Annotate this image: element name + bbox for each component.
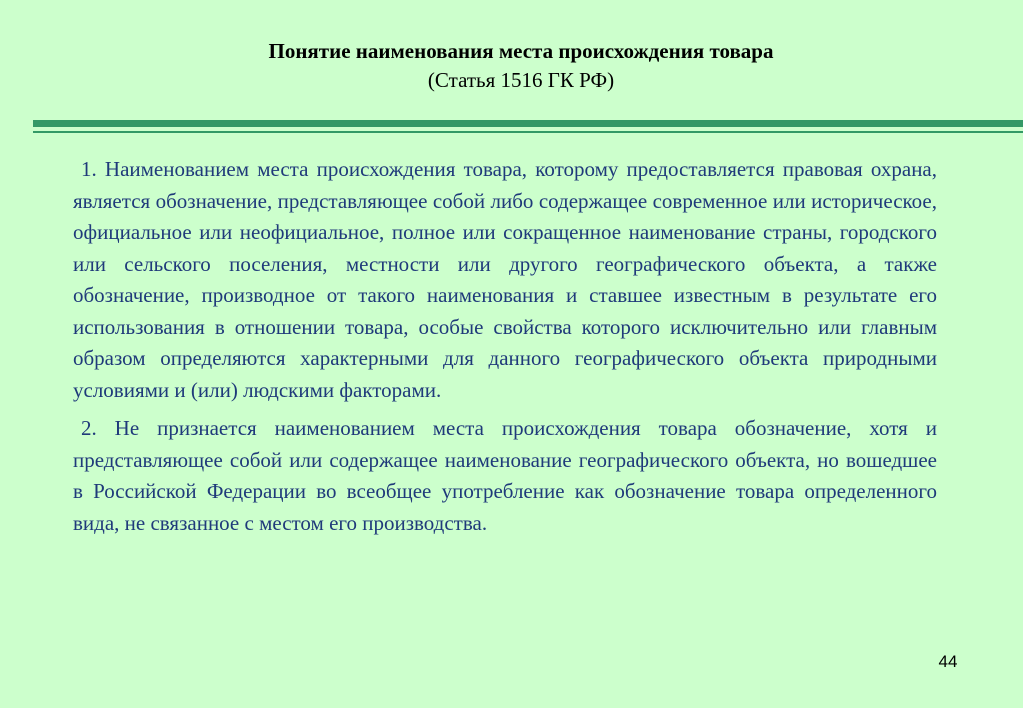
slide-title: Понятие наименования места происхождения товара [268, 39, 774, 63]
paragraph-2: 2. Не признается наименованием места происхождения товара обозначение, хотя и представляющее собой или содержащее наименование географического объекта, но вошедшее в Российской Федерации во всеобщее употребление как обозначение товара определенного вида, не связанное с местом его производства. [73, 416, 937, 535]
page-number: 44 [938, 652, 958, 671]
slide-header [0, 36, 1023, 94]
header-divider-thin [33, 131, 1023, 133]
slide-subtitle: (Статья 1516 ГК РФ) [427, 68, 615, 92]
slide-body [73, 154, 937, 539]
header-divider-thick [33, 120, 1023, 127]
paragraph-1: 1. Наименованием места происхождения товара, которому предоставляется правовая охрана, является обозначение, представляющее собой либо содержащее современное или историческое, официальное или неофициальное, полное или сокращенное наименование страны, городского или сельского поселения, местности или другого географического объекта, а также обозначение, производное от такого наименования и ставшее известным в результате его использования в отношении товара, особые свойства которого исключительно или главным образом определяются характерными для данного географического объекта природными условиями и (или) людскими факторами. [73, 157, 937, 402]
